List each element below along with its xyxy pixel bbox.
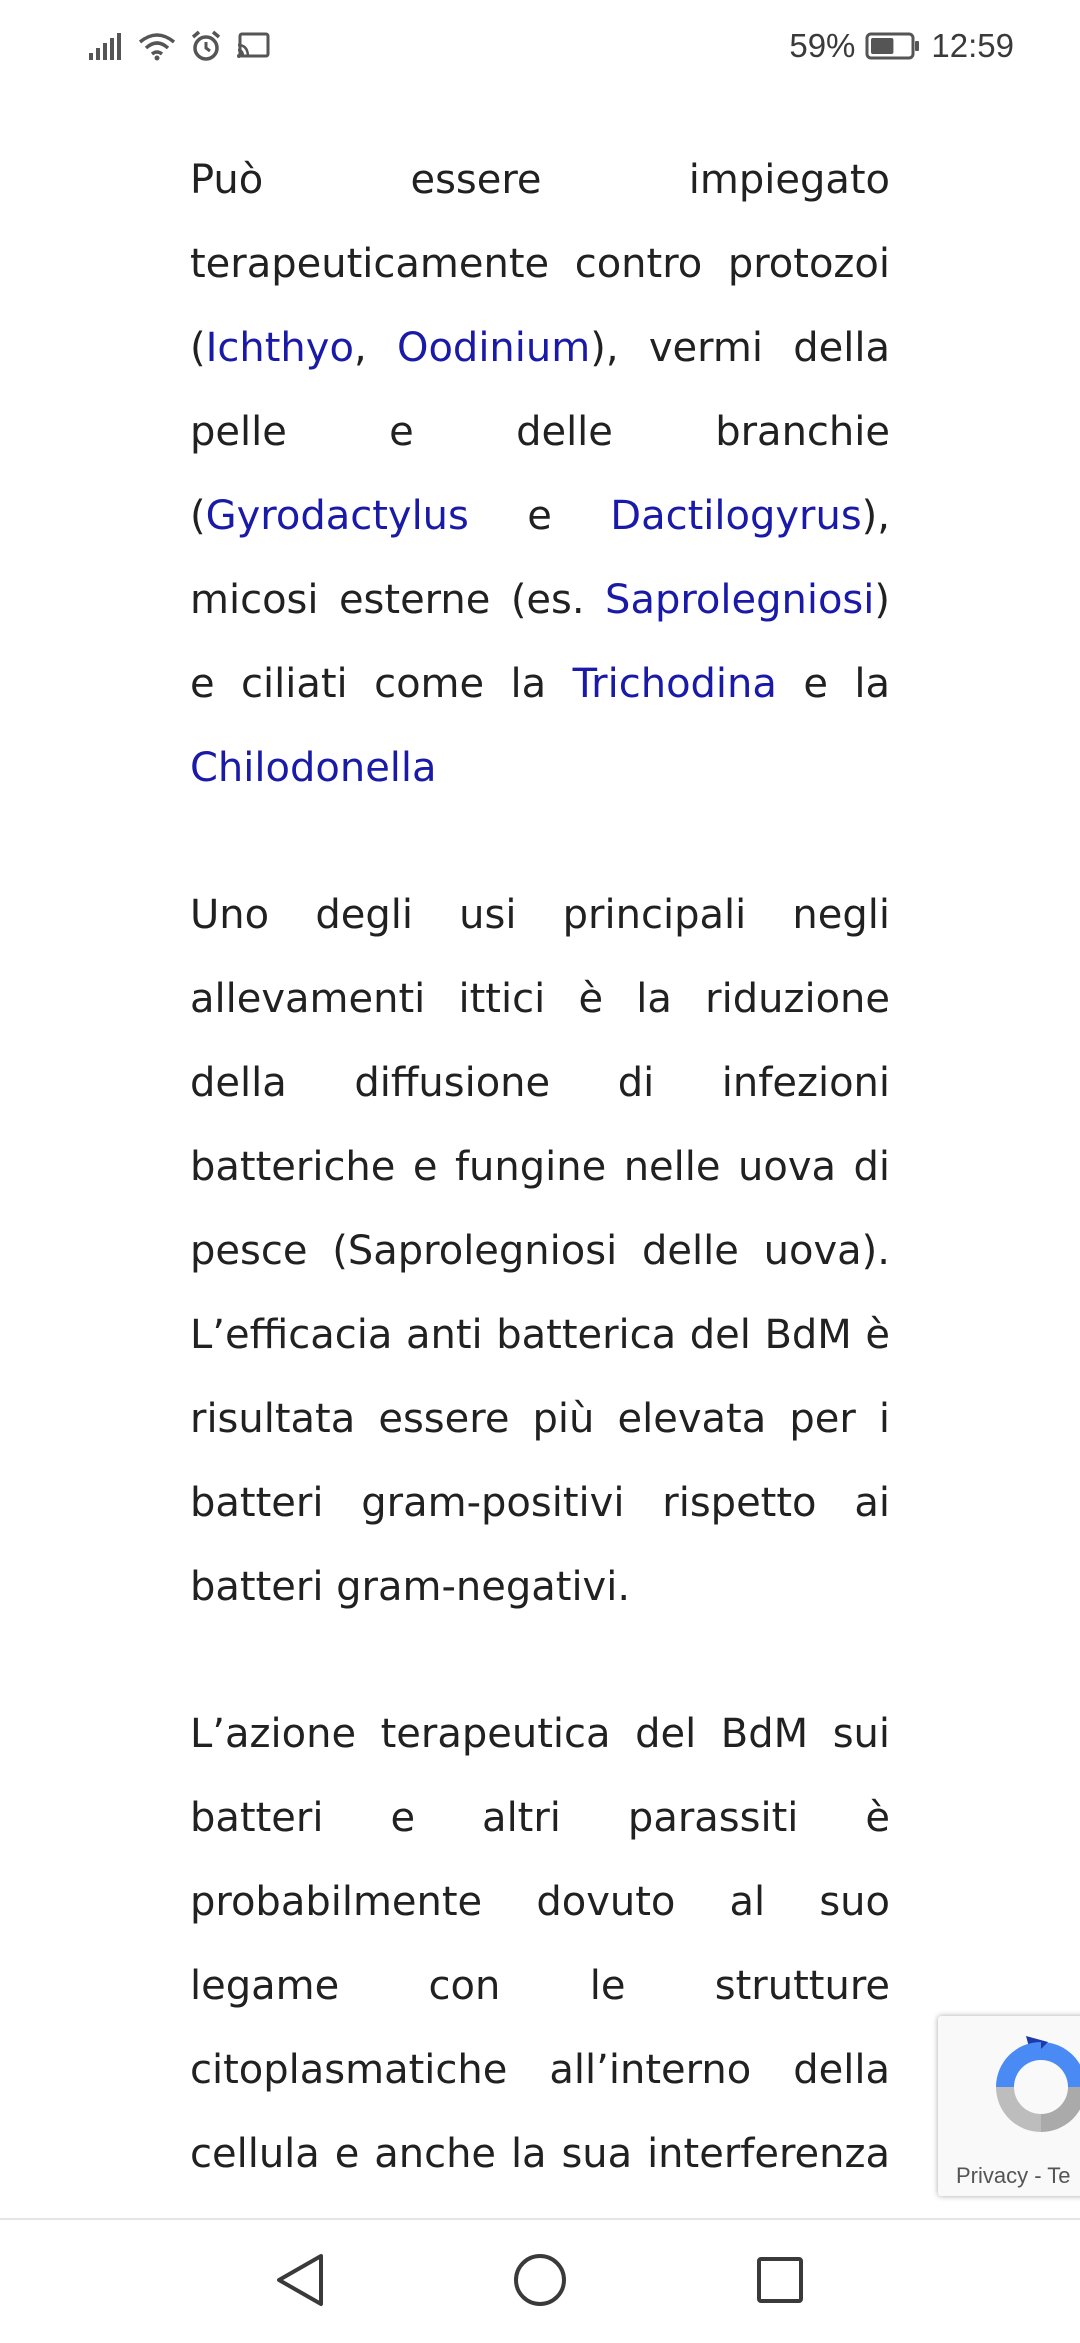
home-icon: [512, 2252, 568, 2312]
alarm-icon: [190, 30, 222, 62]
status-icons-left: [88, 30, 270, 62]
status-icons-right: [789, 27, 1014, 65]
clock-time: 12:59: [931, 27, 1014, 64]
recents-button[interactable]: [750, 2252, 810, 2312]
cast-icon: [236, 31, 270, 61]
text-span: ) e ciliati come la: [190, 577, 890, 707]
wifi-icon: [138, 31, 176, 61]
term-gyrodactylus: Gyrodactylus: [205, 493, 469, 539]
recaptcha-badge[interactable]: [938, 2016, 1080, 2196]
back-button[interactable]: [270, 2252, 330, 2312]
text-span: Può essere impiegato terapeuticamente contro protozoi (: [190, 157, 890, 371]
battery-icon: [865, 31, 921, 61]
term-oodinium: Oodinium: [396, 325, 591, 371]
text-span: ), micosi esterne (es.: [190, 493, 890, 623]
recaptcha-privacy-terms[interactable]: Privacy - Te: [938, 2156, 1080, 2196]
recaptcha-icon: [986, 2032, 1080, 2146]
paragraph-treatments: [190, 138, 890, 810]
article-content: [190, 138, 890, 2343]
paragraph-fish-farming: Uno degli usi principali negli allevamenti ittici è la riduzione della diffusione di infezioni batteriche e fungine nelle uova di pesce (Saprolegniosi delle uova). L’efficacia anti batterica del BdM è risultata essere più elevata per i batteri gram-positivi rispetto ai batteri gram-negativi.: [190, 892, 890, 1610]
paragraph-therapeutic-action: L’azione terapeutica del BdM sui batteri e altri parassiti è probabilmente dovuto al suo legame con le strutture citoplasmatiche all’interno della cellula e anche la sua interferenza: [190, 1711, 890, 2177]
term-dactilogyrus: Dactilogyrus: [610, 493, 862, 539]
term-saprolegniosi: Saprolegniosi: [605, 577, 875, 623]
term-ichthyo: Ichthyo: [205, 325, 354, 371]
battery-percent: 59%: [789, 27, 856, 64]
back-icon: [273, 2252, 327, 2312]
text-span: e la: [776, 661, 890, 707]
text-span: e: [468, 493, 611, 539]
term-chilodonella: Chilodonella: [190, 745, 437, 791]
text-span: ), vermi della pelle e delle branchie (: [190, 325, 890, 539]
home-button[interactable]: [510, 2252, 570, 2312]
recents-icon: [755, 2255, 805, 2309]
signal-icon: [88, 31, 124, 61]
status-bar: [0, 0, 1080, 92]
term-trichodina: Trichodina: [572, 661, 777, 707]
navigation-bar: [0, 2218, 1080, 2342]
text-span: ,: [353, 325, 397, 371]
